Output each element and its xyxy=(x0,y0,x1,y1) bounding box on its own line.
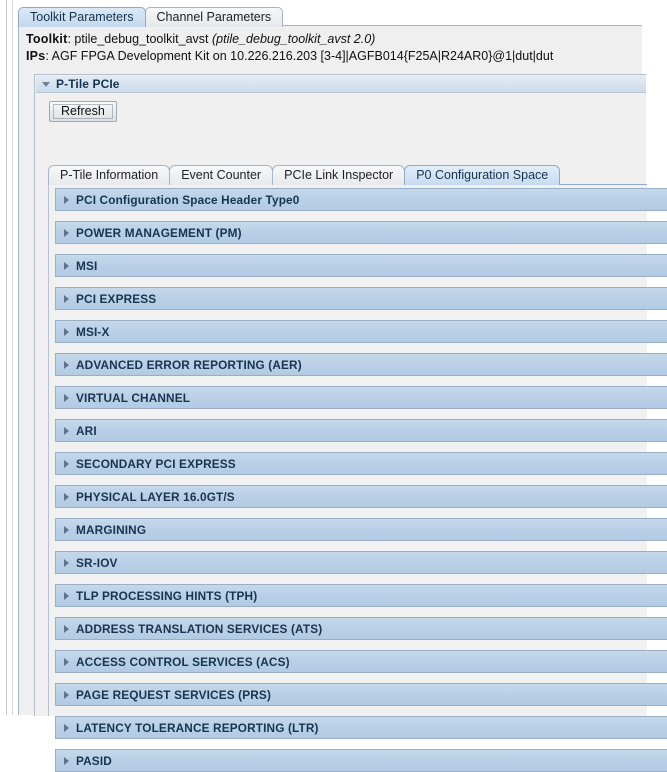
outer-tab-strip xyxy=(18,5,642,27)
toolkit-value: ptile_debug_toolkit_avst xyxy=(74,32,213,46)
tab-channel-parameters[interactable] xyxy=(145,7,284,27)
config-section-row[interactable] xyxy=(55,188,667,211)
config-section-row[interactable] xyxy=(55,650,667,673)
triangle-right-icon xyxy=(64,427,69,435)
tab-toolkit-parameters-label: Toolkit Parameters xyxy=(30,10,134,24)
config-section-row[interactable] xyxy=(55,254,667,277)
config-section-row[interactable] xyxy=(55,683,667,706)
toolkit-label: Toolkit xyxy=(26,32,68,46)
config-section-label: ADVANCED ERROR REPORTING (AER) xyxy=(76,357,302,372)
config-section-row[interactable] xyxy=(55,221,667,244)
config-section-label: PASID xyxy=(76,753,112,768)
triangle-right-icon xyxy=(64,526,69,534)
tab-pcie-link-inspector-label: PCIe Link Inspector xyxy=(284,168,394,182)
triangle-right-icon xyxy=(64,262,69,270)
config-section-label: TLP PROCESSING HINTS (TPH) xyxy=(76,588,258,603)
toolkit-parameters-panel xyxy=(18,25,642,768)
config-section-row[interactable] xyxy=(55,452,667,475)
config-section-list xyxy=(49,185,647,768)
triangle-right-icon xyxy=(64,328,69,336)
triangle-right-icon xyxy=(64,691,69,699)
config-section-label: PHYSICAL LAYER 16.0GT/S xyxy=(76,489,235,504)
config-section-label: PAGE REQUEST SERVICES (PRS) xyxy=(76,687,272,702)
triangle-right-icon xyxy=(64,592,69,600)
config-section-row[interactable] xyxy=(55,716,667,739)
config-section-label: PCI EXPRESS xyxy=(76,291,157,306)
config-section-row[interactable] xyxy=(55,551,667,574)
config-section-label: VIRTUAL CHANNEL xyxy=(76,390,191,405)
config-section-row[interactable] xyxy=(55,419,667,442)
triangle-right-icon xyxy=(64,295,69,303)
config-section-label: MSI xyxy=(76,258,98,273)
tab-toolkit-parameters[interactable] xyxy=(18,7,146,27)
tab-pcie-link-inspector[interactable] xyxy=(272,165,405,185)
toolkit-info-line xyxy=(26,31,642,48)
ips-info-line xyxy=(26,48,642,65)
config-section-row[interactable] xyxy=(55,749,667,772)
inner-tab-strip xyxy=(48,163,646,185)
config-section-row[interactable] xyxy=(55,287,667,310)
toolkit-info-block xyxy=(26,31,642,65)
tab-event-counter[interactable] xyxy=(169,165,273,185)
config-section-row[interactable] xyxy=(55,353,667,376)
ptile-pcie-group-header[interactable] xyxy=(36,76,646,93)
toolkit-separator: : xyxy=(67,32,75,46)
config-section-label: ACCESS CONTROL SERVICES (ACS) xyxy=(76,654,290,669)
triangle-right-icon xyxy=(64,460,69,468)
triangle-right-icon xyxy=(64,493,69,501)
triangle-right-icon xyxy=(64,724,69,732)
triangle-right-icon xyxy=(64,625,69,633)
toolkit-version: (ptile_debug_toolkit_avst 2.0) xyxy=(212,32,376,46)
config-section-row[interactable] xyxy=(55,584,667,607)
ptile-pcie-group-title: P-Tile PCIe xyxy=(56,77,120,91)
tab-p0-configuration-space[interactable] xyxy=(404,165,560,185)
triangle-right-icon xyxy=(64,229,69,237)
tab-p-tile-information-label: P-Tile Information xyxy=(60,168,159,182)
config-section-label: ARI xyxy=(76,423,97,438)
config-section-row[interactable] xyxy=(55,518,667,541)
config-section-row[interactable] xyxy=(55,617,667,640)
tab-event-counter-label: Event Counter xyxy=(181,168,262,182)
config-section-label: SR-IOV xyxy=(76,555,118,570)
config-section-label: MARGINING xyxy=(76,522,147,537)
config-section-row[interactable] xyxy=(55,386,667,409)
ips-label: IPs xyxy=(26,49,46,63)
tab-p0-configuration-space-label: P0 Configuration Space xyxy=(416,168,549,182)
triangle-right-icon xyxy=(64,658,69,666)
triangle-right-icon xyxy=(64,196,69,204)
ptile-pcie-group xyxy=(34,74,646,768)
config-section-row[interactable] xyxy=(55,320,667,343)
config-section-label: PCI Configuration Space Header Type0 xyxy=(76,192,300,207)
triangle-down-icon xyxy=(42,82,50,87)
triangle-right-icon xyxy=(64,757,69,765)
refresh-button[interactable]: Refresh xyxy=(49,101,117,122)
p0-configuration-space-panel xyxy=(48,184,647,768)
config-section-label: MSI-X xyxy=(76,324,110,339)
ips-separator: : xyxy=(45,49,52,63)
config-section-label: LATENCY TOLERANCE REPORTING (LTR) xyxy=(76,720,319,735)
tab-channel-parameters-label: Channel Parameters xyxy=(156,10,272,24)
config-section-label: ADDRESS TRANSLATION SERVICES (ATS) xyxy=(76,621,323,636)
triangle-right-icon xyxy=(64,361,69,369)
refresh-button-wrap xyxy=(49,101,117,122)
config-section-row[interactable] xyxy=(55,485,667,508)
triangle-right-icon xyxy=(64,559,69,567)
config-section-label: SECONDARY PCI EXPRESS xyxy=(76,456,236,471)
window-left-rail-inner xyxy=(12,0,13,715)
tab-p-tile-information[interactable] xyxy=(48,165,170,185)
triangle-right-icon xyxy=(64,394,69,402)
config-section-label: POWER MANAGEMENT (PM) xyxy=(76,225,242,240)
window-left-rail-outer xyxy=(6,0,7,715)
ips-value: AGF FPGA Development Kit on 10.226.216.203 [3-4]|AGFB014{F25A|R24AR0}@1|dut|dut xyxy=(51,49,554,63)
